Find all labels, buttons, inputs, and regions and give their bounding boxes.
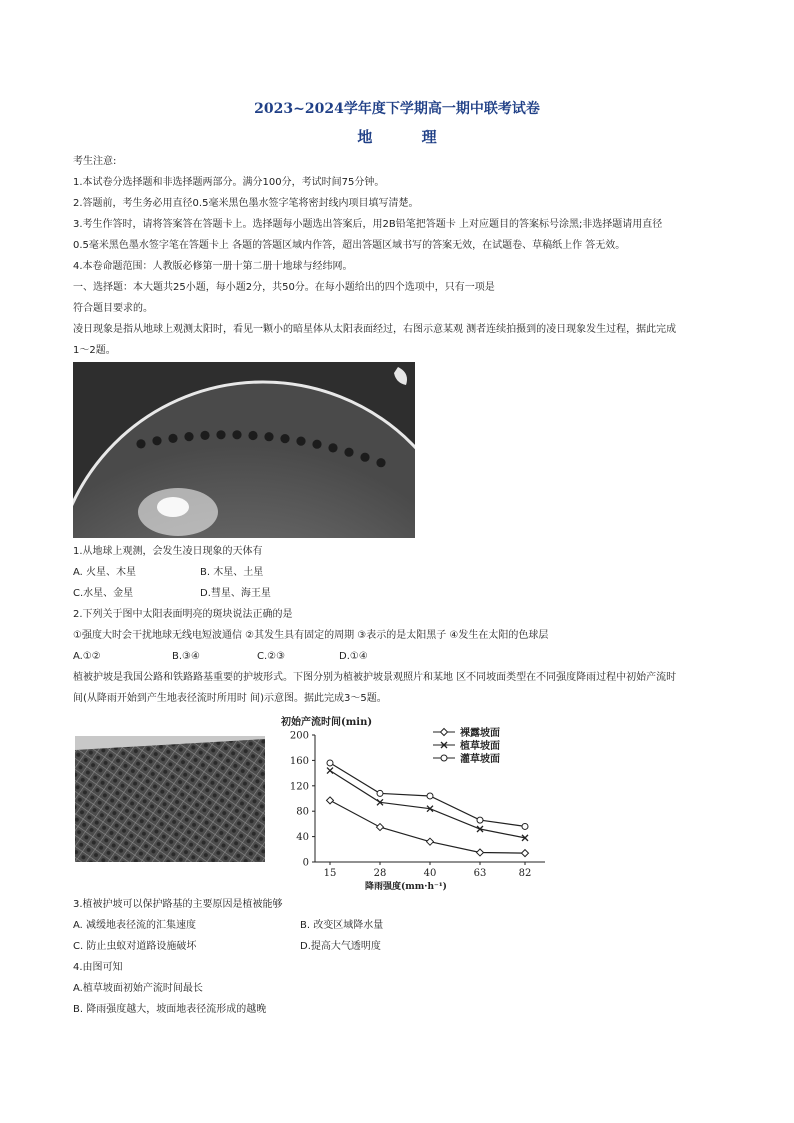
- data-point: [522, 823, 528, 829]
- notice-item-3: 3.考生作答时，请将答案答在答题卡上。选择题每小题选出答案后，用2B铅笔把答题卡 上对应题目的答案标号涂黑;非选择题请用直径: [73, 219, 663, 230]
- data-point: [327, 797, 334, 804]
- sun-transit-photo: [73, 362, 415, 538]
- transit-dot: [248, 431, 257, 440]
- notice-heading: 考生注意:: [73, 156, 117, 167]
- q2-option-d: D.①④: [339, 651, 368, 662]
- transit-dot: [216, 430, 225, 439]
- q1-option-d: D.彗星、海王星: [200, 588, 271, 599]
- chart-title: 初始产流时间(min): [281, 717, 373, 728]
- question-1-stem: 1.从地球上观测，会发生凌日现象的天体有: [73, 546, 263, 557]
- transit-dot: [232, 430, 241, 439]
- y-tick-label: 120: [289, 781, 309, 793]
- transit-dot: [360, 453, 369, 462]
- q2-option-a: A.①②: [73, 651, 101, 662]
- transit-dot: [152, 436, 161, 445]
- vegetated-slope-photo: [75, 736, 265, 862]
- data-point: [427, 793, 433, 799]
- y-tick-label: 40: [296, 832, 309, 844]
- question-3-stem: 3.植被护坡可以保护路基的主要原因是植被能够: [73, 899, 283, 910]
- transit-dot: [280, 434, 289, 443]
- y-tick-label: 200: [289, 730, 309, 742]
- transit-dot: [296, 437, 305, 446]
- data-point: [327, 760, 333, 766]
- legend-label: 裸露坡面: [460, 728, 500, 739]
- x-tick-label: 28: [373, 868, 387, 879]
- chart-xlabel: 降雨强度(mm·h⁻¹): [365, 882, 447, 892]
- subject-title: 地 理: [357, 128, 459, 146]
- x-tick-label: 82: [518, 868, 532, 879]
- x-tick-label: 15: [323, 868, 337, 879]
- legend-label: 灌草坡面: [460, 754, 500, 765]
- y-tick-label: 80: [296, 806, 309, 818]
- notice-item-2: 2.答题前，考生务必用直径0.5毫米黑色墨水签字笔将密封线内项目填写清楚。: [73, 198, 419, 209]
- q1-option-b: B. 木星、土星: [200, 567, 264, 578]
- x-tick-label: 40: [423, 868, 437, 879]
- runoff-time-chart: [275, 712, 555, 892]
- legend-label: 植草坡面: [460, 741, 500, 752]
- transit-dot: [376, 458, 385, 467]
- q3-option-b: B. 改变区域降水量: [300, 920, 384, 931]
- passage-1-cont: 1～2题。: [73, 345, 116, 356]
- q2-option-c: C.②③: [257, 651, 286, 662]
- q4-option-b: B. 降雨强度越大，坡面地表径流形成的越晚: [73, 1004, 267, 1015]
- transit-dot: [344, 448, 353, 457]
- legend-marker: [441, 729, 448, 736]
- question-4-stem: 4.由图可知: [73, 962, 123, 973]
- data-point: [522, 850, 529, 857]
- y-tick-label: 0: [302, 857, 309, 869]
- notice-item-4: 4.本卷命题范围：人教版必修第一册十第二册十地球与经纬网。: [73, 261, 353, 272]
- passage-1: 凌日现象是指从地球上观测太阳时，看见一颗小的暗星体从太阳表面经过，右图示意某观 测者连续拍摄到的凌日现象发生过程，据此完成: [73, 324, 677, 335]
- transit-dot: [168, 434, 177, 443]
- passage-2-cont: 间(从降雨开始到产生地表径流时所用时 间)示意图。据此完成3～5题。: [73, 693, 387, 704]
- transit-dot: [328, 443, 337, 452]
- question-2-stem: 2.下列关于图中太阳表面明亮的斑块说法正确的是: [73, 609, 293, 620]
- data-point: [327, 768, 333, 774]
- exam-title: 2023~2024学年度下学期高一期中联考试卷: [254, 101, 540, 117]
- q1-option-c: C.水星、金星: [73, 588, 134, 599]
- q3-option-a: A. 减缓地表径流的汇集速度: [73, 920, 197, 931]
- section-instruction-cont: 符合题目要求的。: [73, 303, 153, 314]
- q4-option-a: A.植草坡面初始产流时间最长: [73, 983, 203, 994]
- legend-marker: [441, 755, 447, 761]
- q2-statements: ①强度大时会干扰地球无线电短波通信 ②其发生具有固定的周期 ③表示的是太阳黑子 ④发生在太阳的色球层: [73, 630, 549, 641]
- data-point: [377, 790, 383, 796]
- transit-dot: [184, 432, 193, 441]
- data-point: [377, 824, 384, 831]
- transit-dot: [312, 440, 321, 449]
- y-tick-label: 160: [289, 755, 309, 767]
- q3-option-c: C. 防止虫蚁对道路设施破坏: [73, 941, 197, 952]
- passage-2: 植被护坡是我国公路和铁路路基重要的护坡形式。下图分别为植被护坡景观照片和某地 区不同坡面类型在不同强度降雨过程中初始产流时: [73, 672, 677, 683]
- section-instruction: 一、选择题：本大题共25小题，每小题2分，共50分。在每小题给出的四个选项中，只有一项是: [73, 282, 495, 293]
- x-tick-label: 63: [473, 868, 487, 879]
- q3-option-d: D.提高大气透明度: [300, 941, 381, 952]
- transit-dot: [264, 432, 273, 441]
- data-point: [477, 849, 484, 856]
- q2-option-b: B.③④: [172, 651, 200, 662]
- q1-option-a: A. 火星、木星: [73, 567, 137, 578]
- notice-item-3-cont: 0.5毫米黑色墨水签字笔在答题卡上 各题的答题区域内作答，超出答题区域书写的答案无效，在试题卷、草稿纸上作 答无效。: [73, 240, 626, 251]
- data-point: [477, 817, 483, 823]
- data-point: [427, 838, 434, 845]
- transit-dot: [136, 439, 145, 448]
- transit-dot: [200, 431, 209, 440]
- notice-item-1: 1.本试卷分选择题和非选择题两部分。满分100分，考试时间75分钟。: [73, 177, 385, 188]
